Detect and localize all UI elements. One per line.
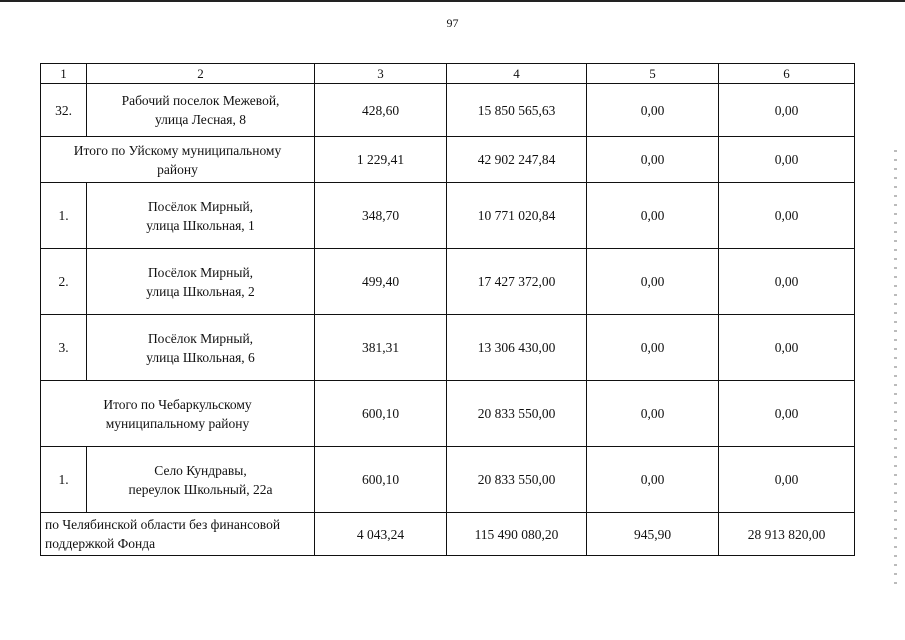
- total-label-cell: [41, 513, 315, 556]
- address-line: Посёлок Мирный,: [147, 330, 254, 346]
- value-cell: 115 490 080,20: [447, 513, 587, 556]
- header-cell: 6: [719, 64, 855, 84]
- value-cell: 381,31: [315, 315, 447, 381]
- table-row: [41, 249, 855, 315]
- address-cell: [87, 249, 315, 315]
- value-cell: 600,10: [315, 447, 447, 513]
- value-cell: 42 902 247,84: [447, 137, 587, 183]
- value-cell: 20 833 550,00: [447, 447, 587, 513]
- total-label-line: району: [157, 161, 198, 177]
- value-cell: 0,00: [719, 249, 855, 315]
- value-cell: 0,00: [587, 381, 719, 447]
- value-cell: 4 043,24: [315, 513, 447, 556]
- value-cell: 0,00: [719, 315, 855, 381]
- header-cell: 1: [41, 64, 87, 84]
- address-line: Рабочий поселок Межевой,: [121, 93, 280, 108]
- address-cell: [87, 447, 315, 513]
- top-border-line: [0, 0, 905, 2]
- address-line: Посёлок Мирный,: [147, 264, 254, 280]
- address-cell: [87, 183, 315, 249]
- value-cell: 499,40: [315, 249, 447, 315]
- value-cell: 428,60: [315, 84, 447, 137]
- data-table: [40, 63, 855, 556]
- value-cell: 348,70: [315, 183, 447, 249]
- total-label-cell: [41, 137, 315, 183]
- address-line: переулок Школьный, 22а: [128, 481, 273, 497]
- value-cell: 17 427 372,00: [447, 249, 587, 315]
- header-cell: 5: [587, 64, 719, 84]
- address-line: улица Школьная, 1: [146, 217, 255, 233]
- value-cell: 0,00: [587, 249, 719, 315]
- value-cell: 0,00: [587, 183, 719, 249]
- table-row: [41, 315, 855, 381]
- scan-margin-artifact: [894, 150, 897, 590]
- total-label-line: поддержкой Фонда: [45, 536, 156, 551]
- table-row: [41, 447, 855, 513]
- row-number: 2.: [41, 249, 87, 315]
- value-cell: 10 771 020,84: [447, 183, 587, 249]
- value-cell: 28 913 820,00: [719, 513, 855, 556]
- address-line: улица Лесная, 8: [154, 112, 247, 127]
- value-cell: 0,00: [587, 447, 719, 513]
- value-cell: 0,00: [587, 137, 719, 183]
- header-cell: 4: [447, 64, 587, 84]
- value-cell: 0,00: [719, 381, 855, 447]
- total-label-cell: [41, 381, 315, 447]
- row-number: 1.: [41, 447, 87, 513]
- table-row-grand-total: [41, 513, 855, 556]
- total-label-line: Итого по Уйскому муниципальному: [73, 142, 282, 158]
- table-row-total: [41, 137, 855, 183]
- value-cell: 15 850 565,63: [447, 84, 587, 137]
- address-line: улица Школьная, 2: [146, 283, 255, 299]
- address-line: Село Кундравы,: [154, 462, 247, 478]
- table-header-row: [41, 64, 855, 84]
- value-cell: 0,00: [719, 447, 855, 513]
- total-label-line: Итого по Чебаркульскому: [103, 396, 252, 412]
- header-cell: 2: [87, 64, 315, 84]
- value-cell: 0,00: [587, 84, 719, 137]
- value-cell: 945,90: [587, 513, 719, 556]
- total-label-line: по Челябинской области без финансовой: [45, 517, 281, 532]
- value-cell: 13 306 430,00: [447, 315, 587, 381]
- table-row-total: [41, 381, 855, 447]
- address-line: Посёлок Мирный,: [147, 198, 254, 214]
- page-number: 97: [446, 16, 459, 30]
- address-line: улица Школьная, 6: [146, 349, 255, 365]
- value-cell: 0,00: [719, 137, 855, 183]
- value-cell: 600,10: [315, 381, 447, 447]
- total-label-line: муниципальному району: [105, 415, 250, 431]
- value-cell: 20 833 550,00: [447, 381, 587, 447]
- row-number: 3.: [41, 315, 87, 381]
- value-cell: 0,00: [587, 315, 719, 381]
- value-cell: 0,00: [719, 183, 855, 249]
- address-cell: [87, 84, 315, 137]
- address-cell: [87, 315, 315, 381]
- row-number: 32.: [41, 84, 87, 137]
- table-row: [41, 84, 855, 137]
- header-cell: 3: [315, 64, 447, 84]
- value-cell: 1 229,41: [315, 137, 447, 183]
- row-number: 1.: [41, 183, 87, 249]
- table-row: [41, 183, 855, 249]
- value-cell: 0,00: [719, 84, 855, 137]
